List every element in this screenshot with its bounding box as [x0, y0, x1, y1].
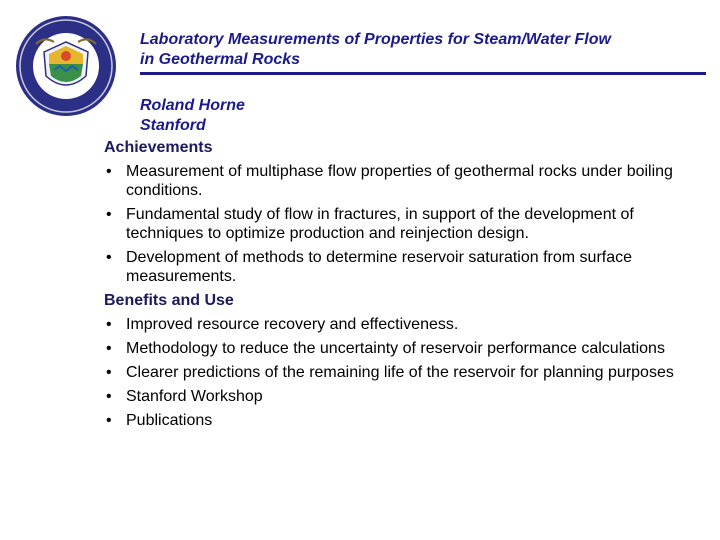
list-item: • Development of methods to determine reservoir saturation from surface measurements. — [106, 249, 633, 285]
section-heading-benefits: Benefits and Use — [104, 292, 234, 309]
list-item: • Improved resource recovery and effectiveness. — [106, 316, 459, 333]
bullet-icon: • — [106, 206, 112, 223]
benefits-list — [104, 315, 704, 430]
list-item: • Methodology to reduce the uncertainty of reservoir performance calculations — [106, 340, 665, 357]
bullet-icon: • — [106, 163, 112, 180]
bullet-icon: • — [106, 364, 112, 381]
achievements-list — [104, 162, 704, 286]
bullet-icon: • — [106, 340, 112, 357]
bullet-icon: • — [106, 249, 112, 266]
bullet-icon: • — [106, 412, 112, 429]
list-item: • Measurement of multiphase flow properties of geothermal rocks under boiling conditions. — [106, 163, 673, 199]
section-heading-achievements: Achievements — [104, 139, 213, 156]
title-line-2: in Geothermal Rocks — [140, 51, 301, 68]
title-divider — [140, 72, 706, 75]
list-item: • Clearer predictions of the remaining life of the reservoir for planning purposes — [106, 364, 674, 381]
list-item: • Stanford Workshop — [106, 388, 263, 405]
bullet-icon: • — [106, 388, 112, 405]
slide-content — [104, 138, 704, 435]
department-seal-icon — [14, 14, 118, 118]
slide-title — [140, 30, 700, 70]
author-block — [140, 96, 245, 136]
author-affiliation: Stanford — [140, 117, 206, 134]
list-item: • Publications — [106, 412, 213, 429]
title-line-1: Laboratory Measurements of Properties for Steam/Water Flow — [140, 31, 611, 48]
bullet-icon: • — [106, 316, 112, 333]
list-item: • Fundamental study of flow in fractures, in support of the development of techniques to optimize production and reinjection design. — [106, 206, 634, 242]
author-name: Roland Horne — [140, 97, 245, 114]
